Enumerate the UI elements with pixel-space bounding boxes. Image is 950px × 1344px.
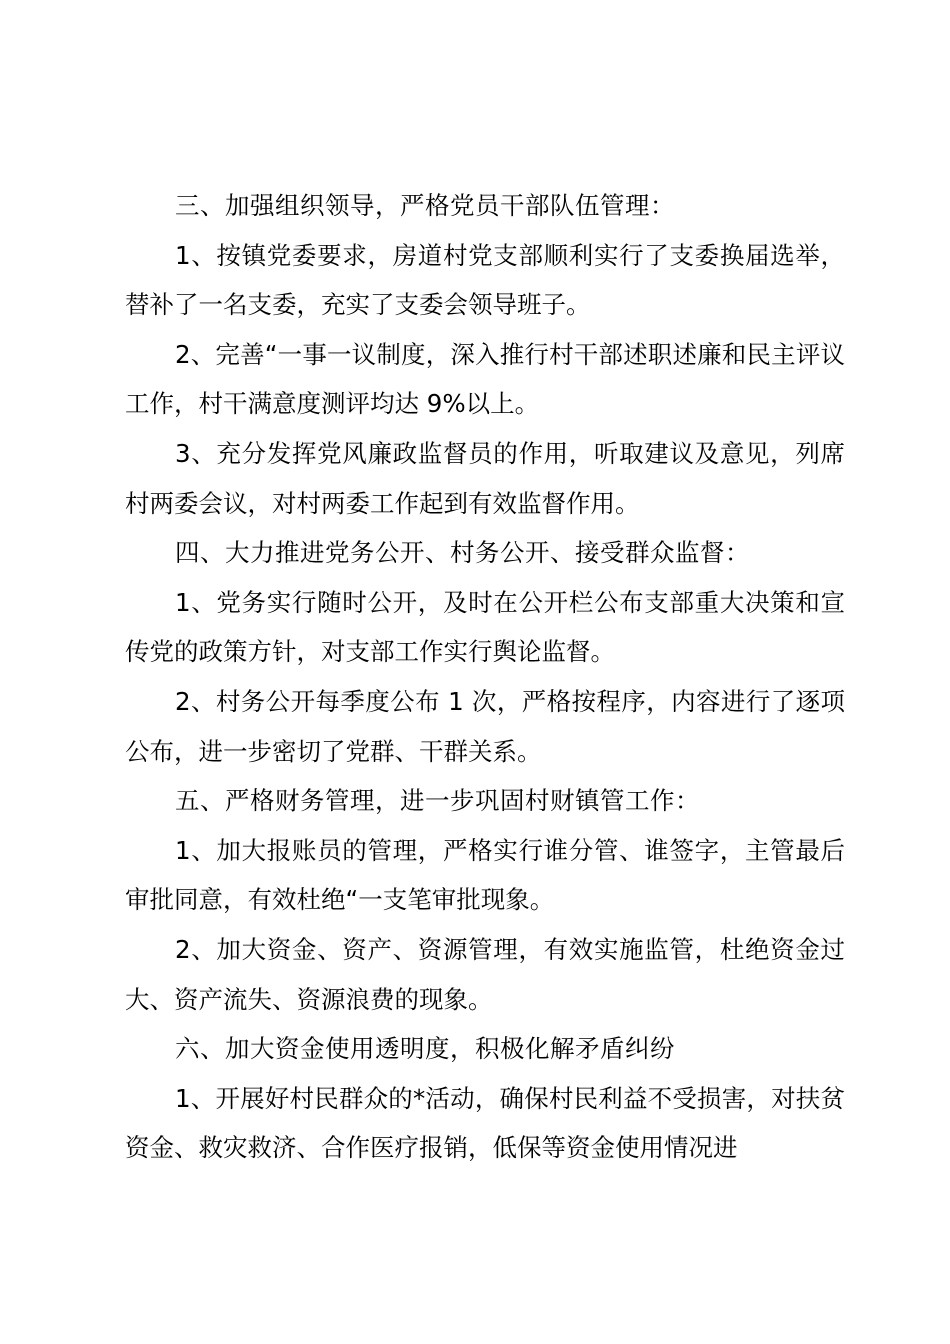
- paragraph-6-1: 1、开展好村民群众的*活动，确保村民利益不受损害，对扶贫资金、救灾救济、合作医疗报销，低保等资金使用情况进: [125, 1083, 845, 1163]
- document-body: [125, 181, 845, 1173]
- paragraph-4-1: 1、党务实行随时公开，及时在公开栏公布支部重大决策和宣传党的政策方针，对支部工作实行舆论监督。: [125, 587, 845, 667]
- paragraph-5-2: 2、加大资金、资产、资源管理，有效实施监管，杜绝资金过大、资产流失、资源浪费的现象。: [125, 934, 845, 1014]
- paragraph-3-3: 3、充分发挥党风廉政监督员的作用，听取建议及意见，列席村两委会议，对村两委工作起到有效监督作用。: [125, 438, 845, 518]
- paragraph-5-1: 1、加大报账员的管理，严格实行谁分管、谁签字，主管最后审批同意，有效杜绝“一支笔审批现象。: [125, 835, 845, 915]
- paragraph-3-1: 1、按镇党委要求，房道村党支部顺利实行了支委换届选举，替补了一名支委，充实了支委会领导班子。: [125, 240, 845, 320]
- section-heading-4: 四、大力推进党务公开、村务公开、接受群众监督：: [175, 538, 750, 568]
- section-heading-3: 三、加强组织领导，严格党员干部队伍管理：: [175, 191, 675, 220]
- section-heading-6: 六、加大资金使用透明度，积极化解矛盾纠纷: [175, 1034, 675, 1064]
- paragraph-3-2: 2、完善“一事一议制度，深入推行村干部述职述廉和民主评议工作，村干满意度测评均达 9%以上。: [125, 339, 845, 419]
- paragraph-4-2: 2、村务公开每季度公布 1 次，严格按程序，内容进行了逐项公布，进一步密切了党群、干群关系。: [125, 686, 845, 766]
- section-heading-5: 五、严格财务管理，进一步巩固村财镇管工作：: [175, 786, 700, 816]
